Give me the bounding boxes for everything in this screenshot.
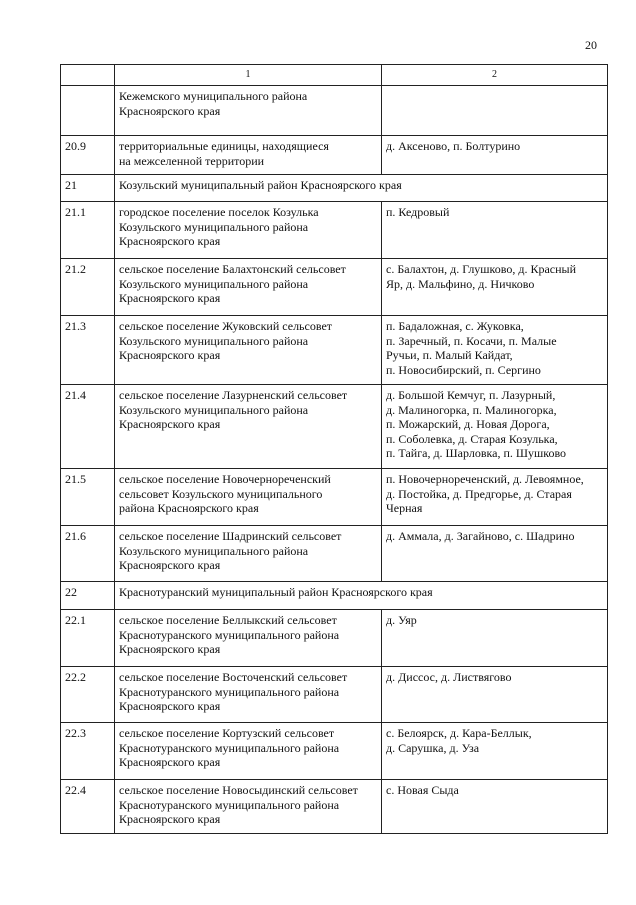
settlements-list: с. Новая Сыда [382,780,608,834]
header-col-1: 1 [115,65,382,86]
section-title: Краснотуранский муниципальный район Красноярского края [115,582,608,610]
row-number: 21.5 [61,469,115,526]
municipality-name: сельское поселение Беллыкский сельсовет Краснотуранского муниципального района Красноярского края [115,610,382,667]
settlements-list: д. Диссос, д. Листвягово [382,667,608,723]
municipality-name: городское поселение поселок Козулька Козульского муниципального района Красноярского края [115,202,382,259]
settlements-list: д. Аммала, д. Загайново, с. Шадрино [382,526,608,582]
municipality-name: сельское поселение Кортузский сельсовет Краснотуранского муниципального района Красноярского края [115,723,382,780]
table-row [61,667,608,723]
row-number: 22 [61,582,115,610]
row-number: 21.2 [61,259,115,316]
row-number: 22.2 [61,667,115,723]
settlements-list: п. Бадаложная, с. Жуковка, п. Заречный, п. Косачи, п. Малые Ручьи, п. Малый Кайдат, п. Новосибирский, п. Сергино [382,316,608,385]
settlements-list: д. Уяр [382,610,608,667]
settlements-list [382,86,608,136]
municipality-name: сельское поселение Жуковский сельсовет Козульского муниципального района Красноярского края [115,316,382,385]
municipality-name: сельское поселение Шадринский сельсовет Козульского муниципального района Красноярского края [115,526,382,582]
municipality-name: сельское поселение Балахтонский сельсовет Козульского муниципального района Красноярского края [115,259,382,316]
table-row [61,526,608,582]
table-row [61,136,608,175]
table-row [61,385,608,469]
table-body [61,86,608,834]
section-title: Козульский муниципальный район Красноярского края [115,175,608,202]
settlements-list: п. Кедровый [382,202,608,259]
settlements-list: с. Белоярск, д. Кара-Беллык, д. Сарушка, д. Уза [382,723,608,780]
municipality-name: сельское поселение Новосыдинский сельсовет Краснотуранского муниципального района Красноярского края [115,780,382,834]
row-number: 21.3 [61,316,115,385]
settlements-list: с. Балахтон, д. Глушково, д. Красный Яр, д. Мальфино, д. Ничково [382,259,608,316]
settlements-list: п. Новочернореченский, д. Левоямное, д. Постойка, д. Предгорье, д. Старая Черная [382,469,608,526]
municipality-name: сельское поселение Новочернореченский сельсовет Козульского муниципального района Красноярского края [115,469,382,526]
table-row [61,316,608,385]
table-row [61,202,608,259]
row-number: 20.9 [61,136,115,175]
row-number: 21.6 [61,526,115,582]
row-number: 22.4 [61,780,115,834]
settlements-list: д. Аксеново, п. Болтурино [382,136,608,175]
municipality-name: территориальные единицы, находящиеся на межселенной территории [115,136,382,175]
section-row [61,582,608,610]
page-number: 20 [585,38,597,52]
section-row [61,175,608,202]
table-header-row [61,65,608,86]
row-number: 22.3 [61,723,115,780]
row-number: 21.1 [61,202,115,259]
municipality-name: Кежемского муниципального района Красноярского края [115,86,382,136]
table-row [61,780,608,834]
row-number: 21 [61,175,115,202]
table-row [61,610,608,667]
header-col-2: 2 [382,65,608,86]
header-col-number [61,65,115,86]
settlements-list: д. Большой Кемчуг, п. Лазурный, д. Малиногорка, п. Малиногорка, п. Можарский, д. Новая Дорога, п. Соболевка, д. Старая Козулька, п. Тайга, д. Шарловка, п. Шушково [382,385,608,469]
row-number [61,86,115,136]
table-row [61,723,608,780]
municipal-table [60,64,608,834]
table-row [61,86,608,136]
municipality-name: сельское поселение Лазурненский сельсовет Козульского муниципального района Красноярского края [115,385,382,469]
table-row [61,469,608,526]
row-number: 21.4 [61,385,115,469]
row-number: 22.1 [61,610,115,667]
municipality-name: сельское поселение Восточенский сельсовет Краснотуранского муниципального района Красноярского края [115,667,382,723]
table-row [61,259,608,316]
